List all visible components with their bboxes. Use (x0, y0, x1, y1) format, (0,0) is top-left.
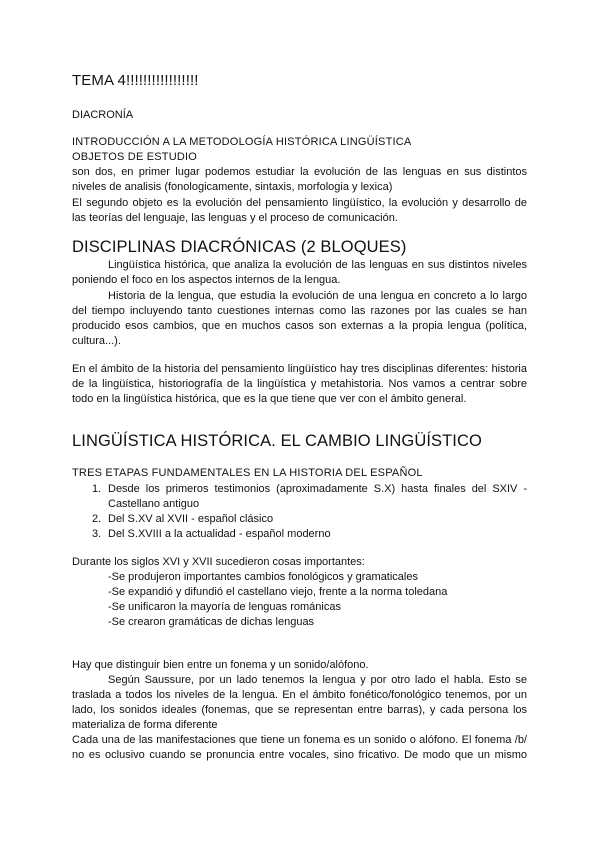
etapa-line: Del S.XV al XVII - español clásico (108, 513, 274, 525)
fonema-line: traslada a todos los niveles de la lengua. En el ámbito fonético/fonológico tenemos, por un (72, 689, 527, 701)
etapa-line: Desde los primeros testimonios (aproximadamente S.X) hasta finales del SXIV - (108, 483, 527, 495)
siglos-item: -Se unificaron la mayoría de lenguas románicas (108, 601, 341, 613)
fonema-line: materializa de forma diferente (72, 719, 218, 731)
etapa-line: Del S.XVIII a la actualidad - español moderno (108, 528, 331, 540)
disciplinas-line: producido esos cambios, que en muchos casos son externas a la propia lengua (política, (72, 320, 527, 332)
disciplinas-para2-line: de la lingüística, historiografía de la lingüística y metahistoria. Nos vamos a centrar sobre (72, 378, 527, 390)
intro-heading: INTRODUCCIÓN A LA METODOLOGÍA HISTÓRICA LINGÜÍSTICA (72, 136, 412, 148)
fonema-line: Según Saussure, por un lado tenemos la lengua y por otro lado el habla. Esto se (108, 674, 527, 686)
disciplinas-line: Historia de la lengua, que estudia la evolución de una lengua en concreto a lo largo (108, 290, 527, 302)
disciplinas-line: cultura...). (72, 335, 121, 347)
etapa-number: 2. (92, 513, 102, 525)
intro-line: El segundo objeto es la evolución del pensamiento lingüístico, la evolución y desarrollo de (72, 197, 527, 209)
section-heading-cambio: LINGÜÍSTICA HISTÓRICA. EL CAMBIO LINGÜÍSTICO (72, 432, 482, 450)
disciplinas-line: Lingüística histórica, que analiza la evolución de las lenguas en sus distintos niveles (108, 259, 527, 271)
disciplinas-para2-line: En el ámbito de la historia del pensamiento lingüístico hay tres disciplinas diferentes: historia (72, 363, 527, 375)
section-heading-disciplinas: DISCIPLINAS DIACRÓNICAS (2 BLOQUES) (72, 238, 407, 256)
intro-line: son dos, en primer lugar podemos estudiar la evolución de las lenguas en sus distintos (72, 166, 527, 178)
disciplinas-line: poniendo el foco en los aspectos internos de la lengua. (72, 274, 341, 286)
etapa-line: Castellano antiguo (108, 498, 200, 510)
intro-line: niveles de analisis (fonologicamente, sintaxis, morfologia y lexica) (72, 181, 393, 193)
disciplinas-line: del tiempo incluyendo tanto cuestiones internas como las razones por las cuales se han (72, 305, 527, 317)
siglos-intro: Durante los siglos XVI y XVII sucedieron cosas importantes: (72, 556, 365, 568)
fonema-line: no es oclusivo cuando se pronuncia entre vocales, sino fricativo. De modo que un mismo (72, 749, 527, 761)
etapas-heading: TRES ETAPAS FUNDAMENTALES EN LA HISTORIA DEL ESPAÑOL (72, 467, 423, 479)
intro-line: las teorías del lenguaje, las lenguas y el proceso de comunicación. (72, 212, 398, 224)
siglos-item: -Se produjeron importantes cambios fonológicos y gramaticales (108, 571, 418, 583)
siglos-item: -Se expandió y difundió el castellano viejo, frente a la norma toledana (108, 586, 448, 598)
page-title: TEMA 4!!!!!!!!!!!!!!!!! (72, 72, 199, 89)
etapa-number: 1. (92, 483, 102, 495)
disciplinas-para2-line: todo en la lingüística histórica, que es la que tiene que ver con el ámbito general. (72, 393, 467, 405)
etapa-number: 3. (92, 528, 102, 540)
fonema-line: Cada una de las manifestaciones que tiene un fonema es un sonido o alófono. El fonema /b/ (72, 734, 527, 746)
fonema-intro: Hay que distinguir bien entre un fonema y un sonido/alófono. (72, 659, 369, 671)
siglos-item: -Se crearon gramáticas de dichas lenguas (108, 616, 315, 628)
fonema-line: lado, los sonidos ideales (fonemas, que se representan entre barras), y cada persona los (72, 704, 527, 716)
subtitle: DIACRONÍA (72, 109, 134, 121)
intro-subheading: OBJETOS DE ESTUDIO (72, 151, 198, 163)
